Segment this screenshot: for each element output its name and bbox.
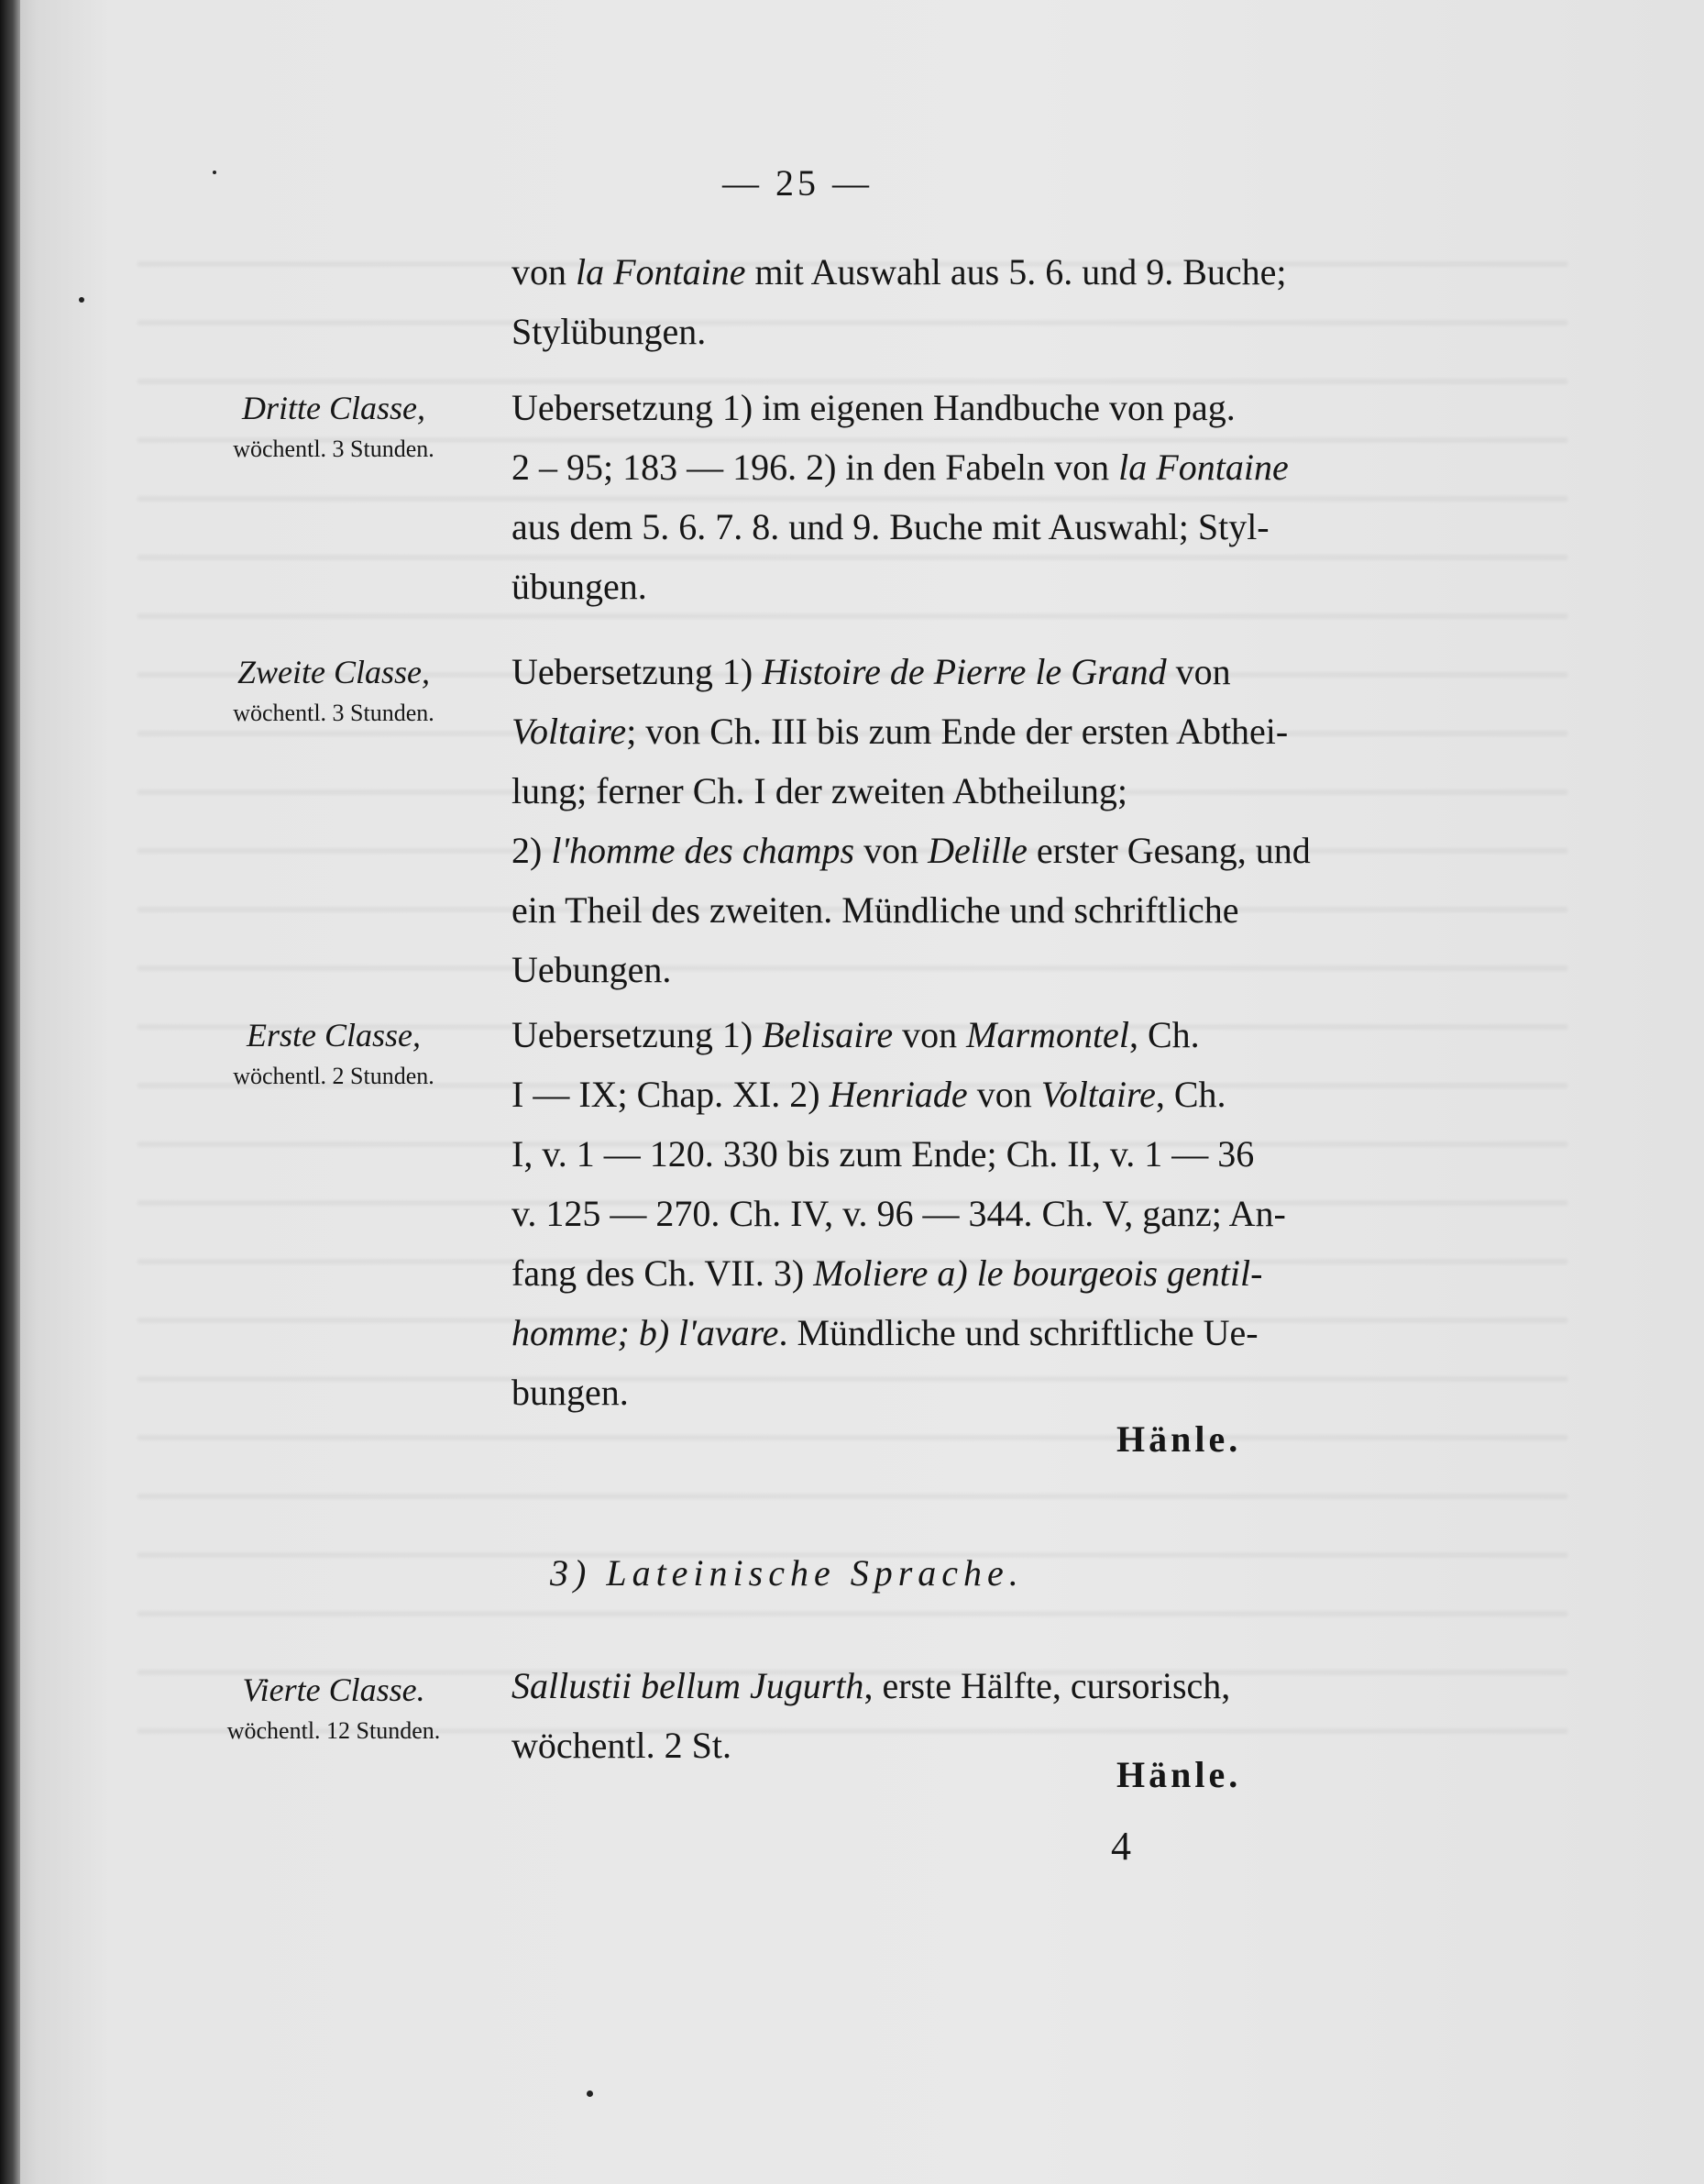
section-heading: 3) Lateinische Sprache. <box>550 1552 1024 1594</box>
book-binding-edge <box>0 0 20 2184</box>
text-line: homme; b) l'avare. Mündliche und schriftliche Ue- <box>511 1312 1259 1353</box>
dritte-classe-paragraph <box>511 378 1437 616</box>
erste-classe-label <box>169 1012 499 1095</box>
ink-speck <box>213 171 216 174</box>
class-name: Erste Classe, <box>246 1017 421 1053</box>
ink-speck <box>79 297 84 303</box>
intro-paragraph <box>511 242 1437 361</box>
text-line: wöchentl. 2 St. <box>511 1725 731 1766</box>
weekly-hours: wöchentl. 3 Stunden. <box>233 436 434 462</box>
teacher-signature: Hänle. <box>1116 1418 1242 1460</box>
text-line: Uebersetzung 1) Histoire de Pierre le Grand von <box>511 651 1231 692</box>
text-line: ein Theil des zweiten. Mündliche und schriftliche <box>511 889 1239 931</box>
intro-line-1: von la Fontaine mit Auswahl aus 5. 6. und 9. Buche; <box>511 251 1287 292</box>
text-line: v. 125 — 270. Ch. IV, v. 96 — 344. Ch. V, ganz; An- <box>511 1193 1286 1234</box>
text-line: Uebersetzung 1) im eigenen Handbuche von pag. <box>511 387 1236 428</box>
text-line: übungen. <box>511 566 647 607</box>
text-line: lung; ferner Ch. I der zweiten Abtheilung; <box>511 770 1128 811</box>
class-name: Dritte Classe, <box>241 390 425 426</box>
text-line: aus dem 5. 6. 7. 8. und 9. Buche mit Auswahl; Styl- <box>511 506 1270 547</box>
text-line: I, v. 1 — 120. 330 bis zum Ende; Ch. II, v. 1 — 36 <box>511 1133 1255 1175</box>
erste-classe-paragraph <box>511 1005 1437 1422</box>
weekly-hours: wöchentl. 2 Stunden. <box>233 1063 434 1089</box>
vierte-classe-paragraph <box>511 1656 1437 1775</box>
sheet-signature: 4 <box>1111 1824 1131 1869</box>
text-line: 2 – 95; 183 — 196. 2) in den Fabeln von la Fontaine <box>511 447 1289 488</box>
dritte-classe-label <box>169 385 499 468</box>
zweite-classe-label <box>169 649 499 732</box>
intro-line-2: Stylübungen. <box>511 311 707 352</box>
text-line: I — IX; Chap. XI. 2) Henriade von Voltaire, Ch. <box>511 1074 1226 1115</box>
text-line: 2) l'homme des champs von Delille erster Gesang, und <box>511 830 1311 871</box>
text-line: fang des Ch. VII. 3) Moliere a) le bourgeois gentil- <box>511 1252 1263 1294</box>
text-line: Voltaire; von Ch. III bis zum Ende der ersten Abthei- <box>511 711 1289 752</box>
text-line: Uebungen. <box>511 949 672 990</box>
teacher-signature: Hänle. <box>1116 1754 1242 1795</box>
ink-speck <box>587 2090 593 2097</box>
text-line: Sallustii bellum Jugurth, erste Hälfte, cursorisch, <box>511 1665 1231 1706</box>
text-line: bungen. <box>511 1372 629 1413</box>
vierte-classe-label <box>169 1667 499 1749</box>
class-name: Vierte Classe. <box>242 1671 425 1708</box>
weekly-hours: wöchentl. 12 Stunden. <box>226 1717 441 1744</box>
page-number: — 25 — <box>722 162 873 204</box>
class-name: Zweite Classe, <box>236 654 430 690</box>
weekly-hours: wöchentl. 3 Stunden. <box>233 700 434 726</box>
zweite-classe-paragraph <box>511 642 1437 999</box>
text-line: Uebersetzung 1) Belisaire von Marmontel, Ch. <box>511 1014 1200 1055</box>
